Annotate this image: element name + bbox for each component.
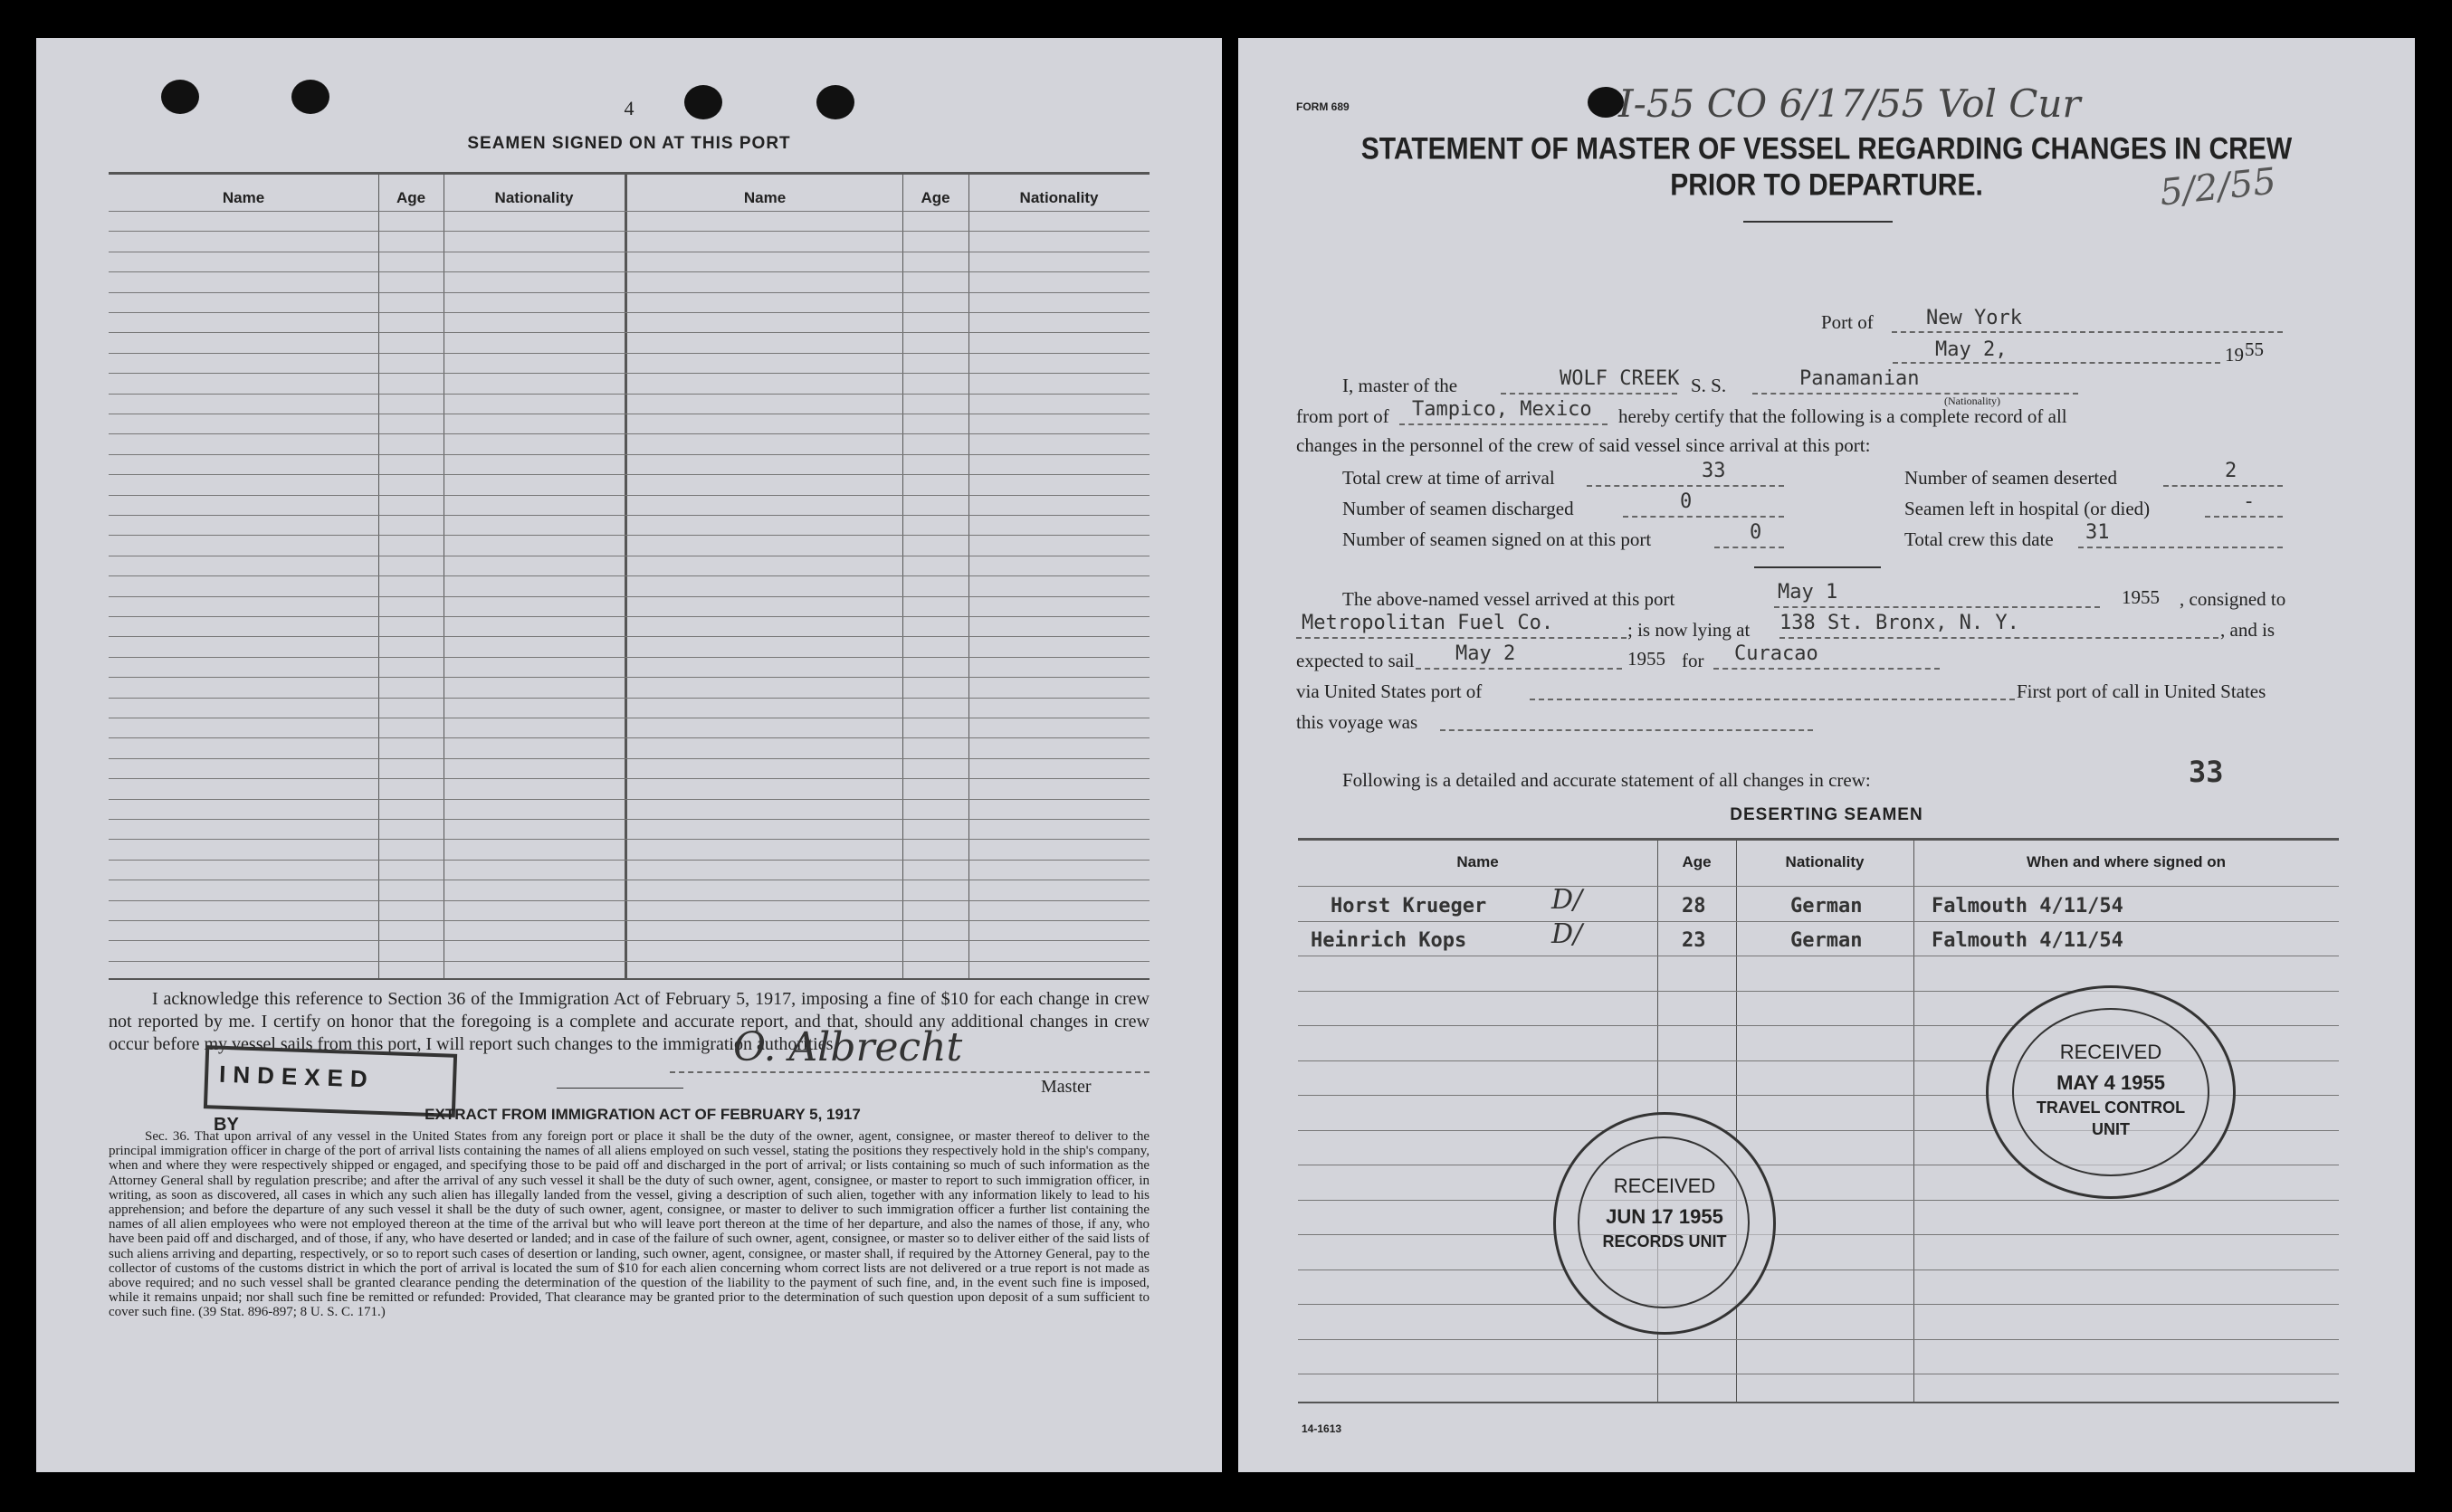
table-rule (109, 454, 1150, 455)
left-page (36, 38, 1222, 1472)
seaman-nationality: German (1790, 929, 1863, 952)
deserting-table (1298, 838, 2339, 1403)
date-value: May 2, (1935, 338, 2008, 361)
ss-label: S. S. (1691, 375, 1727, 396)
column-header: Age (921, 189, 950, 206)
table-rule (109, 596, 1150, 597)
table-rule (109, 575, 1150, 576)
handwritten-count: 33 (2189, 755, 2224, 789)
extract-title: EXTRACT FROM IMMIGRATION ACT OF FEBRUARY 5, 1917 (425, 1106, 861, 1123)
table-rule (109, 495, 1150, 496)
master-label: Master (1041, 1077, 1092, 1097)
arrived-value: May 1 (1778, 581, 1838, 604)
master-signature: O. Albrecht (733, 1024, 963, 1070)
seamen-signed-on-title: SEAMEN SIGNED ON AT THIS PORT (467, 134, 791, 153)
for-label: for (1682, 650, 1704, 671)
from-port-value: Tampico, Mexico (1412, 398, 1592, 421)
from-port-label: from port of (1296, 405, 1389, 427)
table-rule (109, 332, 1150, 333)
seaman-mark: D/ (1551, 884, 1583, 916)
table-rule (109, 819, 1150, 820)
table-rule (109, 737, 1150, 738)
form-title-line2: PRIOR TO DEPARTURE. (1670, 167, 1983, 203)
and-is-label: , and is (2220, 619, 2275, 641)
column-header: Nationality (1785, 853, 1865, 870)
seaman-name: Horst Krueger (1331, 895, 1487, 918)
vessel-name: WOLF CREEK (1560, 367, 1680, 390)
seaman-age: 28 (1682, 895, 1706, 918)
table-rule (109, 961, 1150, 962)
table-rule (109, 636, 1150, 637)
table-rule (1298, 1200, 2339, 1201)
discharged-label: Number of seamen discharged (1342, 498, 1574, 519)
column-header: Age (1682, 853, 1712, 870)
via-label: via United States port of (1296, 680, 1483, 702)
table-rule (1298, 1304, 2339, 1305)
column-header: When and where signed on (2026, 853, 2227, 870)
table-rule (1298, 1234, 2339, 1235)
table-rule (109, 698, 1150, 699)
seaman-mark: D/ (1551, 918, 1583, 950)
table-rule (109, 758, 1150, 759)
seaman-age: 23 (1682, 929, 1706, 952)
deserted-label: Number of seamen deserted (1904, 467, 2117, 489)
nationality-value: Panamanian (1799, 367, 1920, 390)
page-number: 4 (624, 97, 634, 119)
table-rule (109, 292, 1150, 293)
certify-text-2: changes in the personnel of the crew of said vessel since arrival at this port: (1296, 434, 1871, 456)
arrived-label: The above-named vessel arrived at this port (1342, 588, 1675, 610)
right-page (1238, 38, 2415, 1472)
consigned-label: , consigned to (2180, 588, 2286, 610)
extract-text: Sec. 36. That upon arrival of any vessel in the United States from any foreign port or place it shall be the duty of the owner, agent, consignee, or master thereof to deliver to the principal immigration officer in charge of the port of arrival lists containing the names of all aliens employed on such vessel, stating the positions they respectively hold in the ship's company, when and where they were respectively shipped or engaged, and specifying those to be paid off and discharged in the port of arrival; or lists containing so much of such information as the Attorney General shall by regulation prescribe; and after the arrival of any such vessel it shall be the duty of such owner, agent, consignee, or master to report to such immigration officer, in writing, as soon as discovered, all cases in which any such alien has illegally landed from the vessel, giving a description of such alien, together with any information likely to lead to his apprehension; and before the departure of any such vessel it shall be the duty of such owner, agent, consignee, or master to deliver to such immigration officer a further list containing the names of all alien employees who were not employed thereon at the time of the arrival but who will leave port thereon at the time of her departure, and also the names of those, if any, who have been paid off and discharged, and of those, if any, who have deserted or landed; and in case of the failure of such owner, agent, consignee, or master so to deliver either of the said lists of such aliens arriving and departing, respectively, or so to report such cases of desertion or landing, such owner, agent, consignee, or master shall, if required by the Attorney General, pay to the collector of customs of the customs district in which the port of arrival is located the sum of $10 for each alien concerning whom correct lists are not delivered or a true report is not made as above required; and no such vessel shall be granted clearance pending the determination of the question of the liability to the payment of such fine, and, in the event such fine is imposed, while it remains unpaid; nor shall such fine be remitted or refunded: Provided, That clearance may be granted prior to the determination of such question upon deposit of a sum sufficient to cover such fine. (39 Stat. 896-897; 8 U. S. C. 171.) (109, 1129, 1150, 1320)
lying-label: ; is now lying at (1627, 619, 1751, 641)
total-crew-arrival-label: Total crew at time of arrival (1342, 467, 1555, 489)
seaman-nationality: German (1790, 895, 1863, 918)
expected-value: May 2 (1455, 642, 1516, 665)
table-rule (109, 860, 1150, 861)
handwritten-top-note: I-55 CO 6/17/55 Vol Cur (1618, 81, 2081, 126)
hospital-label: Seamen left in hospital (or died) (1904, 498, 2151, 519)
deserted-value: 2 (2225, 460, 2237, 482)
table-rule (109, 373, 1150, 374)
table-rule (109, 778, 1150, 779)
form-number: FORM 689 (1296, 100, 1350, 113)
master-label: I, master of the (1342, 375, 1458, 396)
discharged-value: 0 (1680, 490, 1693, 513)
signed-on-label: Number of seamen signed on at this port (1342, 528, 1652, 550)
arrived-year: 1955 (2122, 586, 2160, 608)
table-rule (109, 312, 1150, 313)
year-suffix: 55 (2245, 338, 2264, 360)
table-rule (109, 920, 1150, 921)
records-unit-stamp: RECEIVED JUN 17 1955 RECORDS UNIT (1553, 1112, 1776, 1335)
table-rule (109, 799, 1150, 800)
table-rule (109, 616, 1150, 617)
table-rule (109, 677, 1150, 678)
table-row (1298, 918, 2339, 955)
consignee-value: Metropolitan Fuel Co. (1302, 612, 1554, 634)
column-header: Nationality (1019, 189, 1099, 206)
total-crew-arrival-value: 33 (1702, 460, 1726, 482)
table-rule (109, 211, 1150, 212)
table-rule (109, 394, 1150, 395)
travel-control-stamp: RECEIVED MAY 4 1955 TRAVEL CONTROL UNIT (1986, 985, 2236, 1199)
acknowledgment-text: I acknowledge this reference to Section 36 of the Immigration Act of February 5, 1917, imposing a fine of $10 for each change in crew not reported by me. I certify on honor that the foregoing is a complete and accurate report, and that, should any additional changes in crew occur before my vessel sails from this port, I will report such changes to the immigration authorities. (109, 989, 1150, 1054)
first-port-label: First port of call in United States (2017, 680, 2266, 702)
column-header: Name (743, 189, 787, 206)
following-label: Following is a detailed and accurate statement of all changes in crew: (1342, 769, 1871, 791)
seaman-signed-on: Falmouth 4/11/54 (1932, 895, 2123, 918)
footer-code: 14-1613 (1302, 1422, 1342, 1435)
table-rule (109, 515, 1150, 516)
table-rule (109, 657, 1150, 658)
table-row (1298, 884, 2339, 920)
handwritten-date: 5/2/55 (2157, 160, 2278, 214)
for-value: Curacao (1734, 642, 1818, 665)
deserting-seamen-title: DESERTING SEAMEN (1730, 805, 1923, 824)
port-value: New York (1926, 307, 2022, 329)
lying-value: 138 St. Bronx, N. Y. (1779, 612, 2019, 634)
table-rule (109, 535, 1150, 536)
total-crew-date-value: 31 (2085, 521, 2110, 544)
port-label: Port of (1821, 311, 1874, 333)
column-header: Name (222, 189, 265, 206)
table-rule (1298, 1339, 2339, 1340)
table-rule (109, 474, 1150, 475)
column-header: Age (396, 189, 426, 206)
table-rule (109, 271, 1150, 272)
table-rule (1298, 991, 2339, 992)
table-rule (109, 231, 1150, 232)
certify-text: hereby certify that the following is a complete record of all (1618, 405, 2067, 427)
table-rule (109, 839, 1150, 840)
table-rule (109, 353, 1150, 354)
indexed-by: BY (214, 1115, 239, 1135)
sail-year: 1955 (1627, 648, 1665, 670)
table-rule (109, 433, 1150, 434)
table-rule (1298, 886, 2339, 887)
table-rule (1298, 921, 2339, 922)
seaman-name: Heinrich Kops (1311, 929, 1467, 952)
seaman-signed-on: Falmouth 4/11/54 (1932, 929, 2123, 952)
form-title-line1: STATEMENT OF MASTER OF VESSEL REGARDING CHANGES IN CREW (1360, 131, 2293, 166)
indexed-stamp: INDEXED (204, 1045, 457, 1117)
signed-on-table (109, 172, 1150, 980)
signed-on-value: 0 (1750, 521, 1762, 544)
table-rule (109, 940, 1150, 941)
year-prefix: 19 (2225, 344, 2244, 366)
voyage-label: this voyage was (1296, 711, 1418, 733)
hospital-value: - (2243, 490, 2256, 513)
total-crew-date-label: Total crew this date (1904, 528, 2054, 550)
column-header: Name (1456, 853, 1499, 870)
nationality-caption: (Nationality) (1944, 395, 2000, 407)
table-rule (109, 900, 1150, 901)
expected-label: expected to sail (1296, 650, 1415, 671)
column-header: Nationality (494, 189, 574, 206)
